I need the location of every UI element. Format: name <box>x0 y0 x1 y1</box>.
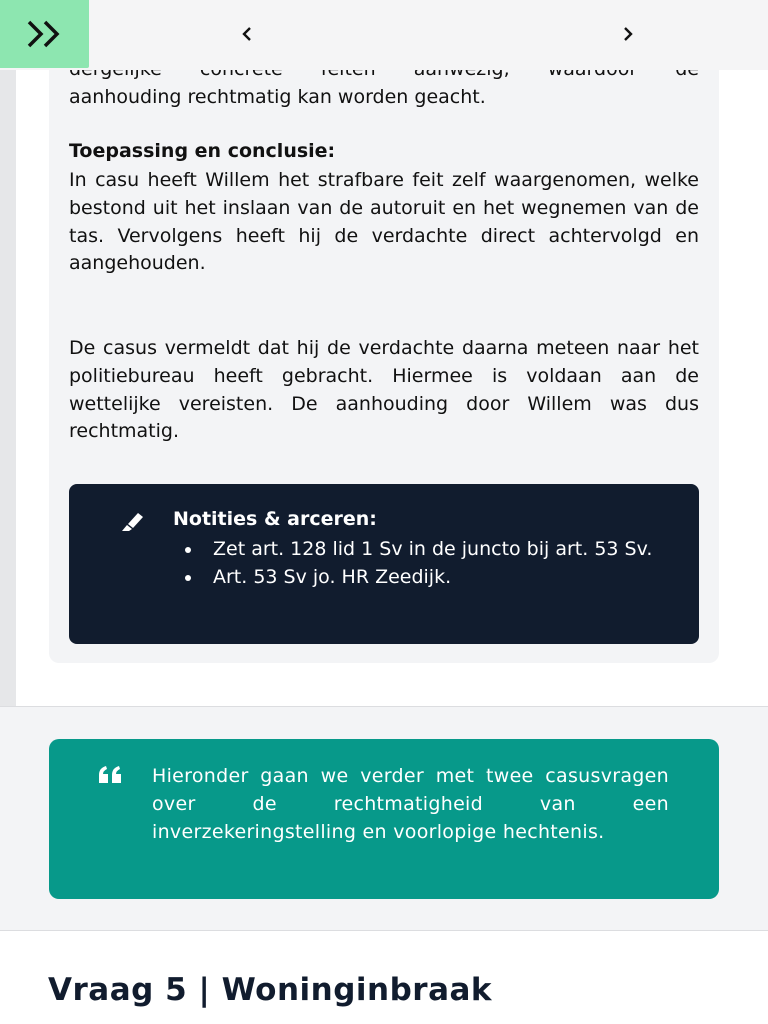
sidebar-toggle-button[interactable] <box>0 0 89 68</box>
callout-box <box>49 739 719 899</box>
notes-box <box>69 484 699 644</box>
chevron-right-icon <box>621 26 635 42</box>
paragraph-conclusion: De casus vermeldt dat hij de verdachte daarna meteen naar het politiebureau heeft gebracht. Hiermee is voldaan aan de wettelijke vereisten. De aanhouding door Willem was dus rechtmatig. <box>69 337 699 443</box>
notes-list <box>173 536 673 591</box>
notes-item: Art. 53 Sv jo. HR Zeedijk. <box>173 564 673 592</box>
quote-icon <box>97 765 125 785</box>
section-title: Vraag 5 | Woninginbraak <box>48 972 493 1008</box>
top-navigation-bar <box>0 0 768 70</box>
conclusion-heading: Toepassing en conclusie: <box>69 140 336 162</box>
callout-text: Hieronder gaan we verder met twee casusvragen over de rechtmatigheid van een inverzekeringstelling en voorlopige hechtenis. <box>152 765 669 843</box>
highlighter-icon <box>119 510 145 532</box>
chevron-left-icon <box>240 26 254 42</box>
paragraph-end: aanhouding rechtmatig kan worden geacht. <box>69 86 486 108</box>
notes-title: Notities & arceren: <box>173 508 377 530</box>
double-chevron-right-icon <box>25 18 65 50</box>
notes-item: Zet art. 128 lid 1 Sv in de juncto bij art. 53 Sv. <box>173 536 673 564</box>
section-divider <box>0 706 768 707</box>
paragraph-application: In casu heeft Willem het strafbare feit zelf waargenomen, welke bestond uit het inslaan van de autoruit en het wegnemen van de tas. Vervolgens heeft hij de verdachte direct achtervolgd en aangehouden. <box>69 169 699 275</box>
previous-page-button[interactable] <box>231 18 263 50</box>
next-page-button[interactable] <box>612 18 644 50</box>
left-gutter <box>0 70 16 706</box>
